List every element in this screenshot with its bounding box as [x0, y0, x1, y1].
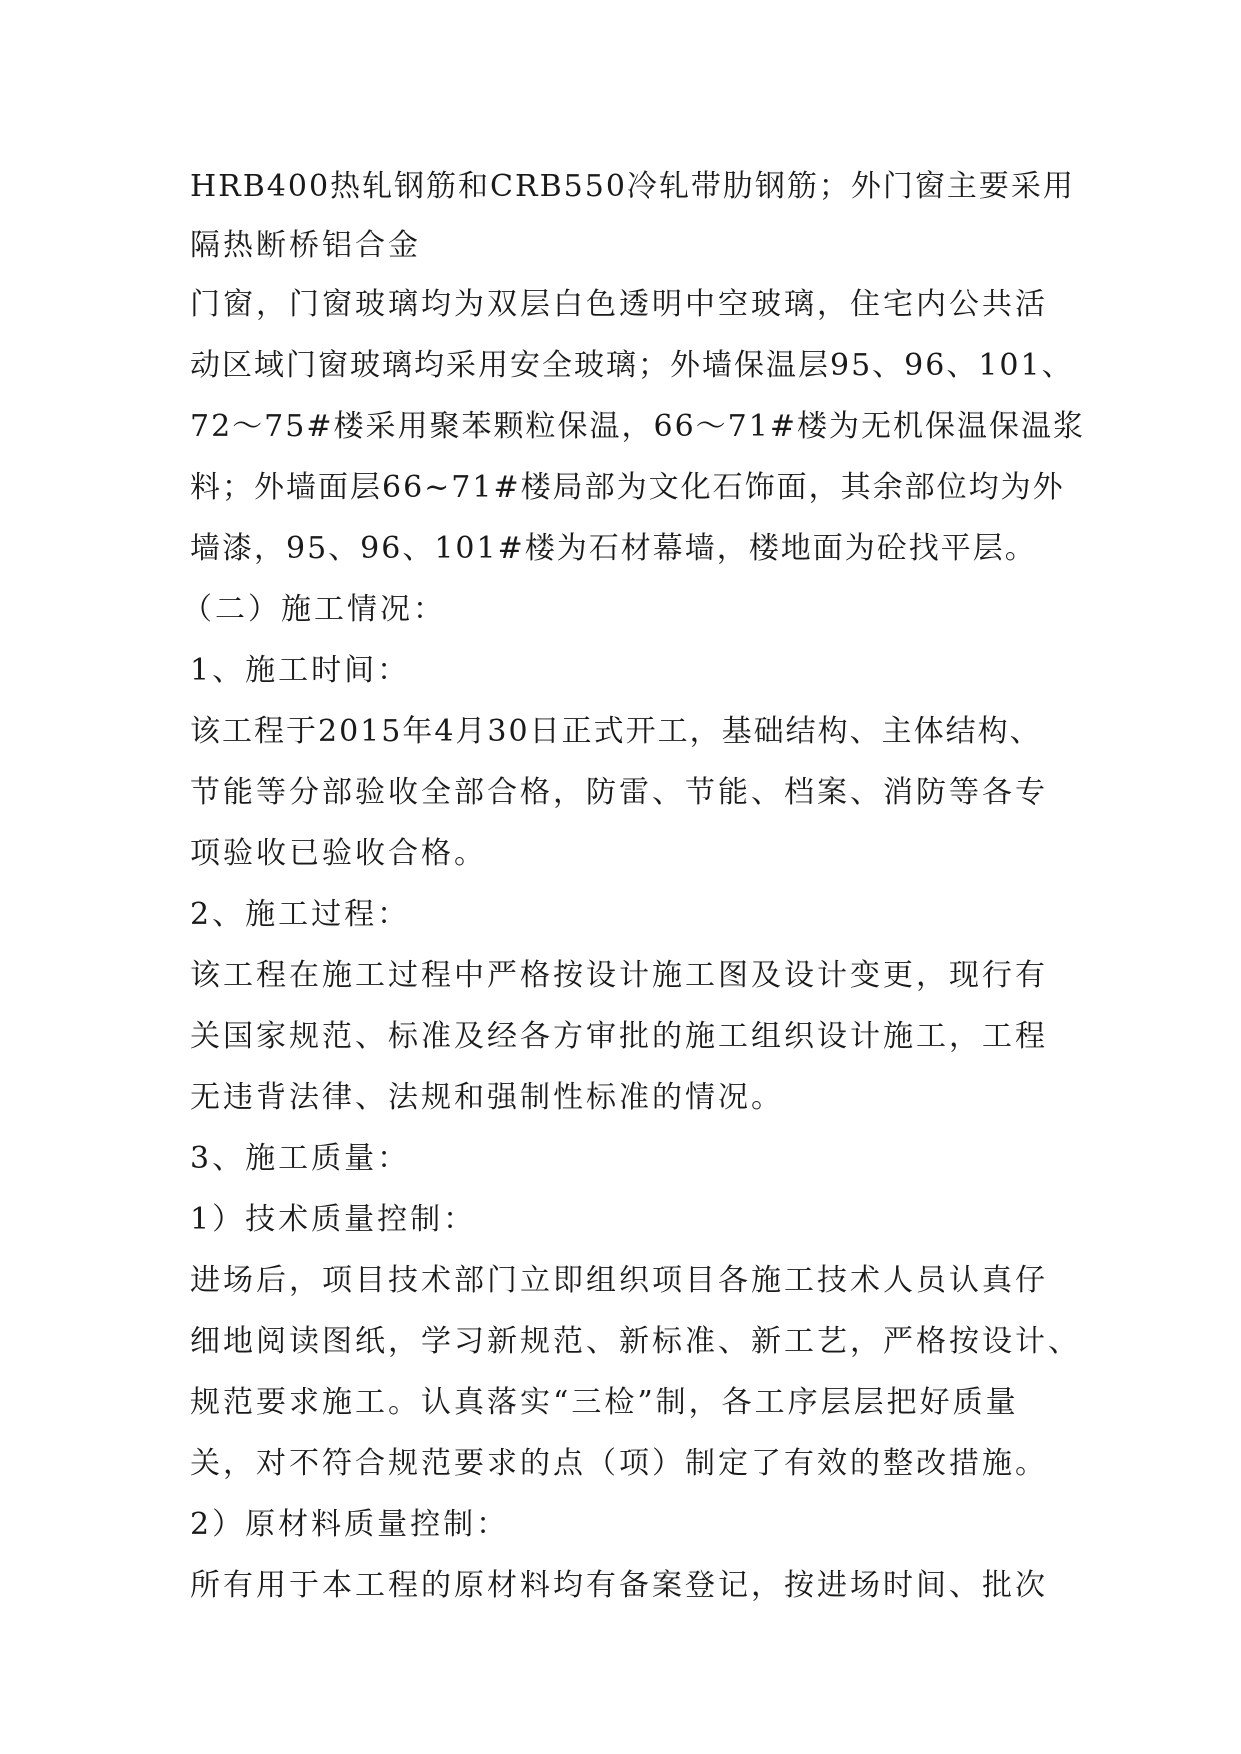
- text-line: 无违背法律、法规和强制性标准的情况。: [190, 1080, 784, 1115]
- text-line: 料；外墙面层66~71#楼局部为文化石饰面，其余部位均为外: [190, 470, 1065, 505]
- text-line: 项验收已验收合格。: [190, 836, 487, 871]
- text-line: 关，对不符合规范要求的点（项）制定了有效的整改措施。: [190, 1446, 1048, 1481]
- subsection-heading: 2）原材料质量控制：: [190, 1507, 510, 1542]
- text-line: 进场后，项目技术部门立即组织项目各施工技术人员认真仔: [190, 1263, 1048, 1298]
- text-line: 墙漆，95、96、101#楼为石材幕墙，楼地面为砼找平层。: [190, 531, 1037, 566]
- text-line: 门窗，门窗玻璃均为双层白色透明中空玻璃，住宅内公共活: [190, 287, 1048, 322]
- text-line: 该工程在施工过程中严格按设计施工图及设计变更，现行有: [190, 958, 1048, 993]
- text-line: 所有用于本工程的原材料均有备案登记，按进场时间、批次: [190, 1568, 1048, 1603]
- section-heading: （二）施工情况：: [182, 592, 446, 627]
- subsection-heading: 1）技术质量控制：: [190, 1202, 477, 1237]
- text-line: 细地阅读图纸，学习新规范、新标准、新工艺，严格按设计、: [190, 1324, 1081, 1359]
- text-line: 隔热断桥铝合金: [190, 228, 421, 263]
- text-line: 节能等分部验收全部合格，防雷、节能、档案、消防等各专: [190, 775, 1048, 810]
- subsection-heading: 1、施工时间：: [190, 653, 411, 688]
- document-body: [182, 156, 1085, 1616]
- text-line: 动区域门窗玻璃均采用安全玻璃；外墙保温层95、96、101、: [190, 348, 1074, 383]
- text-line: 关国家规范、标准及经各方审批的施工组织设计施工，工程: [190, 1019, 1048, 1054]
- text-line: 72～75#楼采用聚苯颗粒保温，66～71#楼为无机保温保温浆: [190, 409, 1085, 444]
- subsection-heading: 2、施工过程：: [190, 897, 411, 932]
- subsection-heading: 3、施工质量：: [190, 1141, 411, 1176]
- text-line: 规范要求施工。认真落实“三检”制，各工序层层把好质量: [190, 1385, 1019, 1420]
- text-line: 该工程于2015年4月30日正式开工，基础结构、主体结构、: [190, 714, 1042, 749]
- text-line: HRB400热轧钢筋和CRB550冷轧带肋钢筋；外门窗主要采用: [190, 169, 1075, 204]
